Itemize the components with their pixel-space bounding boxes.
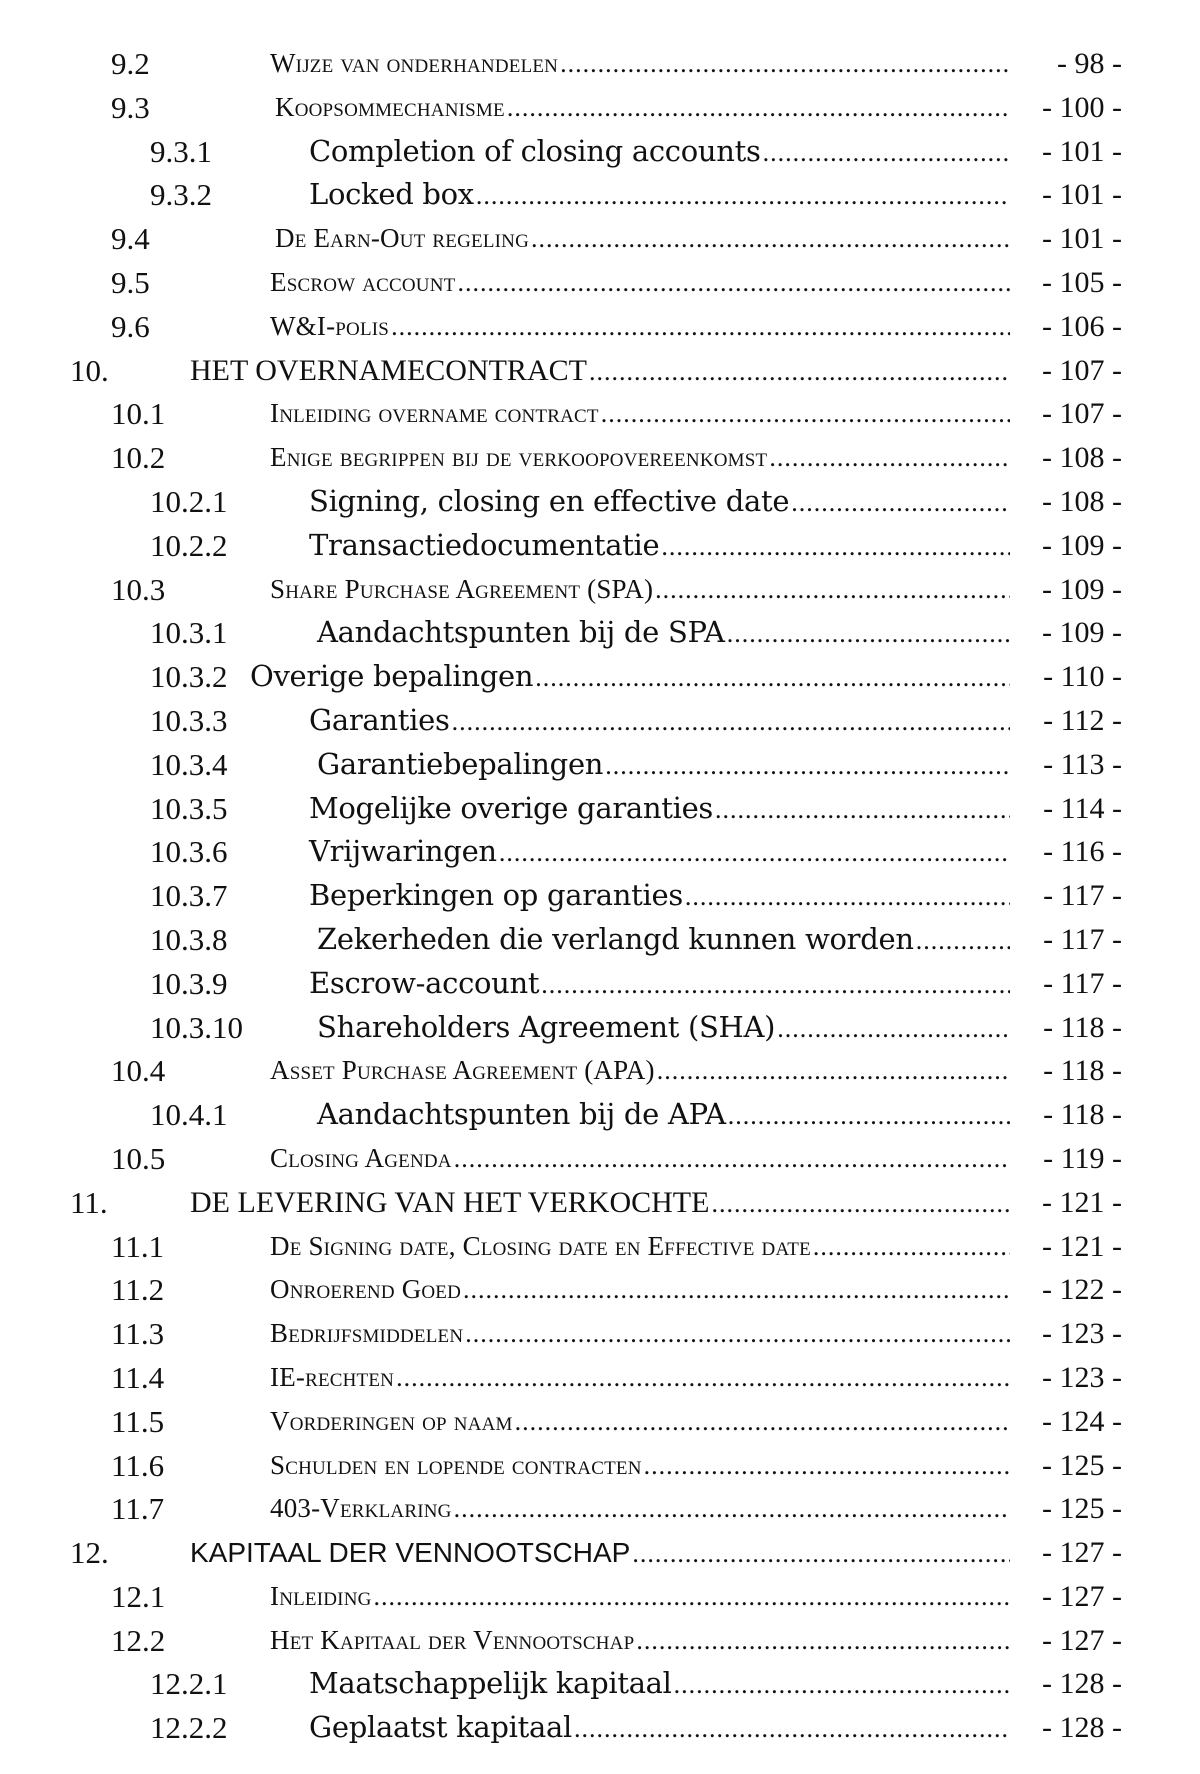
dot-leader	[499, 831, 1010, 875]
dot-leader	[727, 612, 1010, 656]
toc-entry-title[interactable]: Enige begrippen bij de verkoopovereenkomst	[270, 436, 769, 480]
toc-entry[interactable]	[0, 217, 1200, 261]
dot-leader	[601, 392, 1010, 436]
toc-entry-title-line	[190, 1531, 1010, 1576]
dot-leader	[454, 1487, 1010, 1531]
toc-entry-number: 9.4	[111, 221, 150, 257]
toc-entry-title[interactable]: Inleiding overname contract	[270, 392, 601, 436]
toc-entry-number: 10.3.7	[150, 878, 228, 914]
toc-entry-page-number: - 122 -	[1042, 1273, 1122, 1307]
toc-entry[interactable]	[0, 349, 1200, 393]
toc-entry-page-number: - 127 -	[1042, 1623, 1122, 1657]
toc-entry[interactable]	[0, 1181, 1200, 1225]
toc-entry-title-line	[309, 699, 1010, 744]
toc-entry-title[interactable]: Signing, closing en effective date	[309, 480, 791, 524]
toc-entry-title[interactable]: IE-rechten	[270, 1356, 396, 1400]
toc-entry[interactable]	[0, 1619, 1200, 1663]
toc-entry-title-line	[317, 1006, 1010, 1051]
toc-entry-title-line	[317, 611, 1010, 656]
toc-entry-number: 10.5	[111, 1140, 166, 1176]
toc-entry-page-number: - 118 -	[1043, 1098, 1122, 1132]
toc-entry-page-number: - 107 -	[1042, 353, 1122, 387]
toc-entry-title[interactable]: Garanties	[309, 699, 452, 743]
toc-entry-title[interactable]: Overige bepalingen	[250, 655, 535, 699]
toc-entry-number: 10.3.5	[150, 790, 228, 826]
toc-entry-page-number: - 108 -	[1042, 441, 1122, 475]
toc-entry[interactable]	[0, 1268, 1200, 1312]
toc-entry[interactable]	[0, 392, 1200, 436]
toc-entry-title-line	[270, 392, 1010, 436]
toc-entry-page-number: - 98 -	[1057, 47, 1122, 80]
dot-leader	[396, 1356, 1010, 1400]
toc-entry[interactable]	[0, 1225, 1200, 1269]
toc-entry-title[interactable]: DE LEVERING VAN HET VERKOCHTE	[190, 1181, 711, 1225]
toc-entry-number: 10.3.9	[150, 965, 228, 1001]
toc-entry[interactable]	[0, 1312, 1200, 1356]
toc-entry-title-line	[317, 743, 1010, 788]
toc-entry-title-line	[309, 962, 1010, 1007]
toc-entry-page-number: - 109 -	[1042, 616, 1122, 650]
toc-entry-page-number: - 128 -	[1042, 1667, 1122, 1701]
toc-entry-number: 11.3	[111, 1316, 165, 1352]
toc-entry[interactable]	[0, 699, 1200, 743]
toc-entry-number: 12.2.2	[150, 1710, 228, 1746]
dot-leader	[452, 700, 1010, 744]
toc-entry-page-number: - 117 -	[1043, 922, 1122, 956]
toc-entry[interactable]	[0, 173, 1200, 217]
toc-entry-number: 9.5	[111, 264, 150, 300]
dot-leader	[457, 261, 1010, 305]
toc-entry[interactable]	[0, 1487, 1200, 1531]
toc-entry-title[interactable]: Escrow account	[270, 261, 457, 305]
dot-leader	[465, 1312, 1010, 1356]
dot-leader	[507, 86, 1010, 130]
toc-entry[interactable]	[0, 524, 1200, 568]
toc-entry-title[interactable]: Onroerend Goed	[270, 1268, 463, 1312]
toc-entry-title-line	[275, 217, 1010, 261]
dot-leader	[644, 1444, 1010, 1488]
toc-entry-title-line	[270, 1049, 1010, 1093]
toc-entry-number: 10.2	[111, 440, 166, 476]
toc-entry-title-line	[270, 305, 1010, 349]
toc-entry-page-number: - 101 -	[1042, 134, 1122, 168]
dot-leader	[589, 350, 1010, 394]
toc-entry-page-number: - 119 -	[1043, 1141, 1122, 1175]
toc-entry-page-number: - 118 -	[1043, 1054, 1122, 1088]
dot-leader	[454, 1137, 1010, 1181]
toc-entry-title[interactable]: De Signing date, Closing date en Effective date	[270, 1225, 813, 1269]
toc-entry-page-number: - 114 -	[1043, 791, 1122, 825]
toc-entry-page-number: - 113 -	[1043, 747, 1122, 781]
toc-entry-page-number: - 121 -	[1042, 1229, 1122, 1263]
toc-entry-page-number: - 117 -	[1043, 966, 1122, 1000]
dot-leader	[632, 1532, 1010, 1576]
toc-entry-title[interactable]: 403-Verklaring	[270, 1487, 454, 1531]
toc-entry[interactable]	[0, 1444, 1200, 1488]
toc-entry-title-line	[309, 173, 1010, 218]
toc-entry-title-line	[309, 830, 1010, 875]
toc-entry-page-number: - 123 -	[1042, 1317, 1122, 1351]
toc-entry-title-line	[270, 1487, 1010, 1531]
toc-entry-page-number: - 105 -	[1042, 265, 1122, 299]
toc-entry-title-line	[309, 524, 1010, 569]
toc-entry-title[interactable]: Vorderingen op naam	[270, 1400, 515, 1444]
toc-entry[interactable]	[0, 830, 1200, 874]
toc-entry-page-number: - 125 -	[1042, 1492, 1122, 1526]
toc-entry-page-number: - 101 -	[1042, 178, 1122, 212]
dot-leader	[391, 305, 1010, 349]
toc-entry-number: 10.3.6	[150, 834, 228, 870]
toc-entry-title[interactable]: Closing Agenda	[270, 1137, 454, 1181]
toc-entry-title[interactable]: Het Kapitaal der Vennootschap	[270, 1619, 636, 1663]
toc-entry-number: 10.4.1	[150, 1097, 228, 1133]
dot-leader	[711, 1182, 1010, 1226]
toc-entry-number: 12.2	[111, 1622, 166, 1658]
dot-leader	[685, 875, 1010, 919]
dot-leader	[476, 174, 1010, 218]
dot-leader	[541, 963, 1010, 1007]
toc-entry-title-line	[270, 1444, 1010, 1488]
toc-entry-number: 9.6	[111, 308, 150, 344]
toc-entry[interactable]	[0, 1531, 1200, 1575]
toc-entry-page-number: - 101 -	[1042, 222, 1122, 256]
toc-entry[interactable]	[0, 261, 1200, 305]
dot-leader	[531, 217, 1010, 261]
toc-entry-title-line	[317, 1093, 1010, 1138]
toc-entry[interactable]	[0, 42, 1200, 86]
toc-entry[interactable]	[0, 655, 1200, 699]
toc-entry-title-line	[275, 86, 1010, 130]
toc-entry-page-number: - 116 -	[1043, 835, 1122, 869]
dot-leader	[763, 131, 1010, 175]
toc-entry[interactable]	[0, 787, 1200, 831]
toc-entry-number: 11.6	[111, 1447, 165, 1483]
toc-entry-number: 10.2.2	[150, 527, 228, 563]
toc-entry-title[interactable]: Asset Purchase Agreement (APA)	[270, 1049, 657, 1093]
toc-entry-page-number: - 110 -	[1043, 660, 1122, 694]
toc-entry[interactable]	[0, 918, 1200, 962]
toc-entry-title[interactable]: Zekerheden die verlangd kunnen worden	[317, 918, 916, 962]
toc-entry-title-line	[309, 787, 1010, 832]
toc-entry-title[interactable]: HET OVERNAMECONTRACT	[190, 349, 589, 393]
toc-entry[interactable]	[0, 1049, 1200, 1093]
toc-entry-title[interactable]: Aandachtspunten bij de SPA	[317, 611, 727, 655]
toc-entry[interactable]	[0, 1575, 1200, 1619]
toc-entry-title[interactable]: Mogelijke overige garanties	[309, 787, 715, 831]
toc-entry[interactable]	[0, 1137, 1200, 1181]
toc-entry[interactable]	[0, 436, 1200, 480]
toc-entry-title[interactable]: KAPITAAL DER VENNOOTSCHAP	[190, 1531, 632, 1575]
toc-entry-title-line	[270, 1137, 1010, 1181]
toc-entry-title[interactable]: Garantiebepalingen	[317, 743, 605, 787]
toc-entry-title-line	[270, 1400, 1010, 1444]
toc-entry-title[interactable]: Share Purchase Agreement (SPA)	[270, 568, 655, 612]
toc-entry[interactable]	[0, 305, 1200, 349]
table-of-contents	[0, 42, 1200, 1750]
toc-entry-title[interactable]: Shareholders Agreement (SHA)	[317, 1006, 777, 1050]
toc-entry-page-number: - 107 -	[1042, 397, 1122, 431]
toc-entry-title-line	[270, 568, 1010, 612]
toc-entry-title-line	[270, 1575, 1010, 1619]
toc-entry-page-number: - 127 -	[1042, 1536, 1122, 1570]
toc-entry-page-number: - 109 -	[1042, 528, 1122, 562]
toc-entry-title-line	[250, 655, 1010, 700]
toc-entry-page-number: - 127 -	[1042, 1579, 1122, 1613]
toc-entry-title-line	[270, 1225, 1010, 1269]
dot-leader	[374, 1575, 1010, 1619]
toc-entry-page-number: - 117 -	[1043, 879, 1122, 913]
toc-entry-number: 10.	[70, 352, 109, 388]
toc-entry-number: 11.	[70, 1184, 108, 1220]
toc-entry-title[interactable]: Geplaatst kapitaal	[309, 1706, 574, 1750]
toc-entry-title[interactable]: Schulden en lopende contracten	[270, 1444, 644, 1488]
toc-entry-number: 11.4	[111, 1359, 165, 1395]
toc-entry-title-line	[317, 918, 1010, 963]
toc-entry-title[interactable]: Vrijwaringen	[309, 830, 499, 874]
dot-leader	[605, 744, 1010, 788]
toc-entry[interactable]	[0, 1356, 1200, 1400]
toc-entry-title[interactable]: Inleiding	[270, 1575, 374, 1619]
toc-entry-number: 9.3	[111, 89, 150, 125]
toc-entry-number: 12.2.1	[150, 1666, 228, 1702]
toc-entry-title-line	[270, 436, 1010, 480]
dot-leader	[574, 1707, 1010, 1751]
toc-entry-title-line	[309, 874, 1010, 919]
toc-entry[interactable]	[0, 743, 1200, 787]
toc-entry[interactable]	[0, 611, 1200, 655]
dot-leader	[655, 568, 1010, 612]
toc-entry-title[interactable]: Beperkingen op garanties	[309, 874, 685, 918]
toc-entry-title[interactable]: W&I-polis	[270, 305, 391, 349]
toc-entry-title[interactable]: Bedrijfsmiddelen	[270, 1312, 465, 1356]
dot-leader	[777, 1007, 1010, 1051]
toc-entry-title[interactable]: Locked box	[309, 173, 476, 217]
toc-entry[interactable]	[0, 962, 1200, 1006]
toc-entry-number: 10.3.4	[150, 746, 228, 782]
toc-entry[interactable]	[0, 480, 1200, 524]
toc-entry-number: 10.3.10	[150, 1009, 243, 1045]
toc-entry[interactable]	[0, 1400, 1200, 1444]
toc-entry-number: 10.3.1	[150, 615, 228, 651]
toc-entry-number: 10.4	[111, 1053, 166, 1089]
toc-entry[interactable]	[0, 130, 1200, 174]
toc-entry[interactable]	[0, 874, 1200, 918]
dot-leader	[769, 436, 1010, 480]
dot-leader	[463, 1268, 1010, 1312]
toc-entry-page-number: - 100 -	[1042, 90, 1122, 124]
toc-entry-title[interactable]: Escrow-account	[309, 962, 541, 1006]
toc-entry-title[interactable]: Wijze van onderhandelen	[270, 42, 560, 86]
dot-leader	[791, 481, 1010, 525]
toc-entry-page-number: - 124 -	[1042, 1404, 1122, 1438]
toc-entry[interactable]	[0, 568, 1200, 612]
toc-entry-title[interactable]: Completion of closing accounts	[309, 130, 763, 174]
toc-entry-title[interactable]: Transactiedocumentatie	[309, 524, 661, 568]
toc-entry-number: 11.7	[111, 1491, 165, 1527]
toc-entry-number: 10.3	[111, 571, 166, 607]
dot-leader	[674, 1663, 1010, 1707]
toc-entry-page-number: - 108 -	[1042, 484, 1122, 518]
toc-entry-title-line	[309, 1706, 1010, 1751]
toc-entry-title[interactable]: Aandachtspunten bij de APA	[317, 1093, 728, 1137]
toc-entry-page-number: - 121 -	[1042, 1185, 1122, 1219]
toc-entry-number: 10.3.2	[150, 659, 228, 695]
toc-entry-number: 10.3.3	[150, 702, 228, 738]
toc-entry-number: 11.2	[111, 1272, 165, 1308]
dot-leader	[515, 1400, 1010, 1444]
toc-entry-title[interactable]: Maatschappelijk kapitaal	[309, 1662, 674, 1706]
dot-leader	[657, 1049, 1010, 1093]
toc-entry[interactable]	[0, 1706, 1200, 1750]
toc-entry-page-number: - 128 -	[1042, 1711, 1122, 1745]
dot-leader	[728, 1094, 1010, 1138]
toc-entry-number: 12.1	[111, 1578, 166, 1614]
toc-entry-title[interactable]: Koopsommechanisme	[275, 86, 507, 130]
toc-entry-title-line	[309, 1662, 1010, 1707]
toc-entry-title-line	[270, 1312, 1010, 1356]
toc-entry-number: 11.1	[111, 1228, 165, 1264]
dot-leader	[813, 1225, 1010, 1269]
toc-entry-title-line	[270, 261, 1010, 305]
toc-entry[interactable]	[0, 1662, 1200, 1706]
toc-entry-page-number: - 118 -	[1043, 1010, 1122, 1044]
toc-entry-page-number: - 106 -	[1042, 309, 1122, 343]
toc-entry-number: 11.5	[111, 1403, 165, 1439]
toc-entry-page-number: - 112 -	[1043, 703, 1122, 737]
toc-entry-title-line	[309, 130, 1010, 175]
toc-entry-page-number: - 125 -	[1042, 1448, 1122, 1482]
dot-leader	[715, 788, 1010, 832]
toc-entry-page-number: - 109 -	[1042, 572, 1122, 606]
dot-leader	[636, 1619, 1010, 1663]
toc-entry-title-line	[309, 480, 1010, 525]
toc-entry-title-line	[270, 1268, 1010, 1312]
toc-entry-title-line	[270, 1619, 1010, 1663]
toc-entry-title[interactable]: De Earn-Out regeling	[275, 217, 531, 261]
toc-entry-title-line	[190, 1181, 1010, 1226]
toc-entry-title-line	[190, 349, 1010, 394]
toc-entry-title-line	[270, 42, 1010, 86]
dot-leader	[560, 42, 1010, 86]
toc-entry-title-line	[270, 1356, 1010, 1400]
toc-entry-page-number: - 123 -	[1042, 1360, 1122, 1394]
toc-entry[interactable]	[0, 1093, 1200, 1137]
dot-leader	[535, 656, 1010, 700]
toc-entry-number: 9.3.2	[150, 177, 212, 213]
toc-entry[interactable]	[0, 86, 1200, 130]
dot-leader	[661, 525, 1010, 569]
toc-entry-number: 10.3.8	[150, 921, 228, 957]
toc-entry-number: 9.2	[111, 46, 150, 81]
toc-entry-number: 12.	[70, 1535, 109, 1571]
toc-entry-number: 10.1	[111, 396, 166, 432]
toc-entry[interactable]	[0, 1006, 1200, 1050]
toc-entry-number: 10.2.1	[150, 483, 228, 519]
toc-entry-number: 9.3.1	[150, 133, 212, 169]
dot-leader	[916, 919, 1010, 963]
